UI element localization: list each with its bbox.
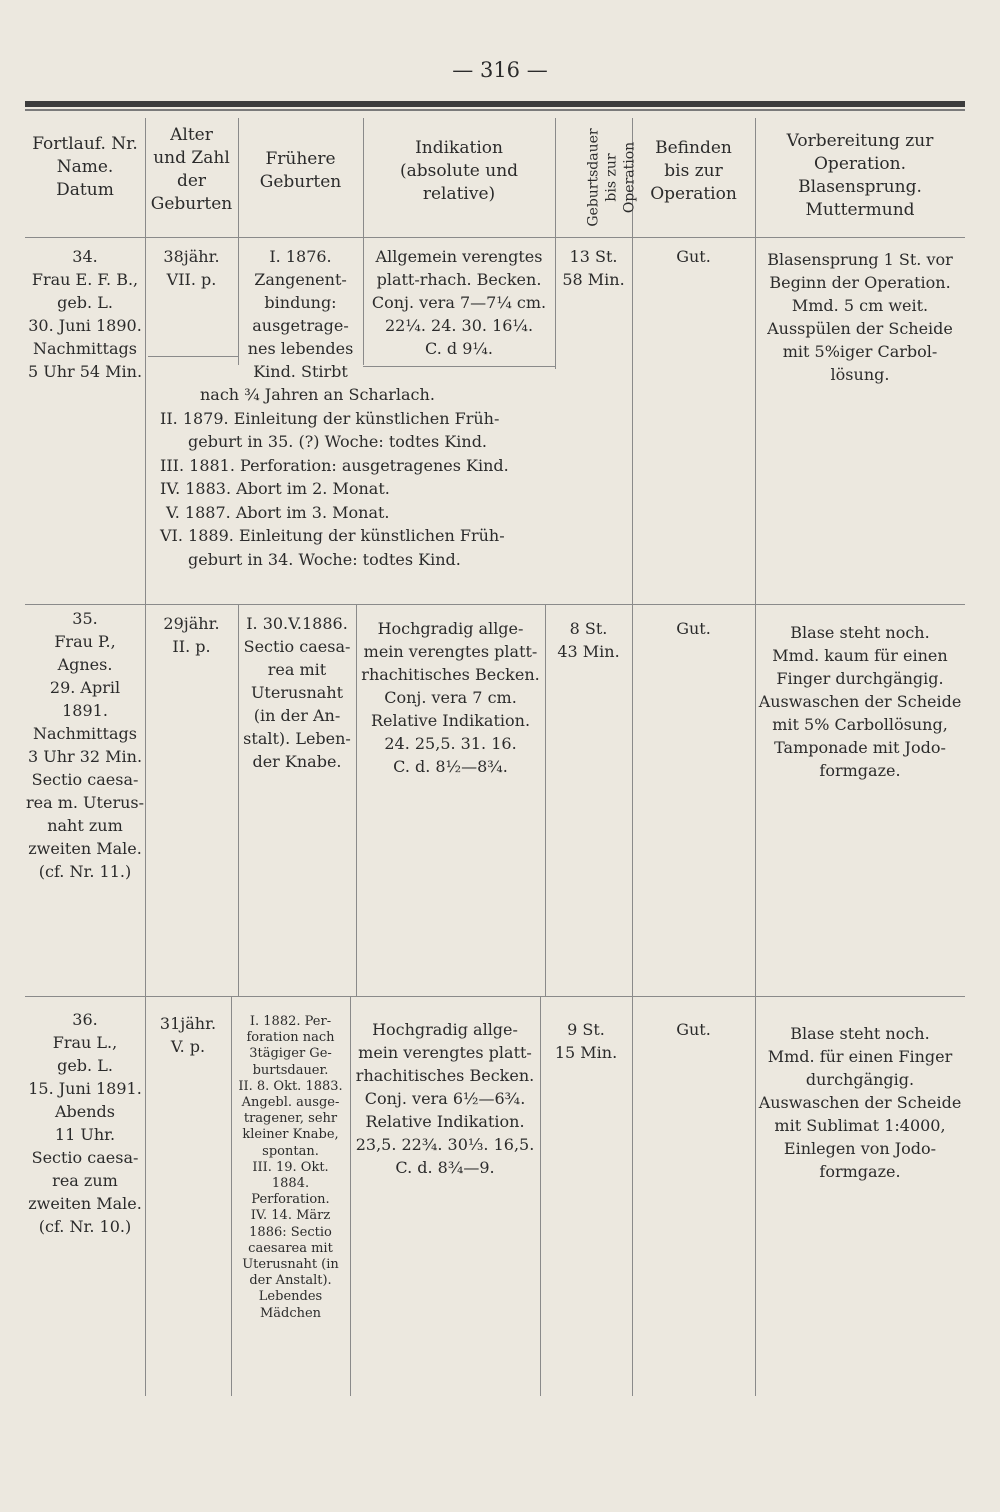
text-line: Lebendes <box>258 1289 323 1305</box>
text-line: II. p. <box>172 637 211 656</box>
row35-alter <box>145 612 238 658</box>
header-text: relative) <box>422 184 496 204</box>
text-line: geb. L. <box>57 293 113 312</box>
text-line: 23,5. 22¾. 30⅓. 16,5. <box>355 1135 535 1154</box>
text-line: Sectio caesa- <box>31 770 139 789</box>
text-line: II. 8. Okt. 1883. <box>238 1078 343 1094</box>
text-line: Abends <box>54 1102 116 1121</box>
col-divider <box>632 237 633 609</box>
text-line: Auswaschen der Scheide <box>758 1093 962 1112</box>
header-text: Frühere <box>265 149 336 169</box>
text-line: Kind. Stirbt <box>253 362 348 381</box>
text-line: Sectio caesa- <box>243 637 351 656</box>
text-line: (in der An- <box>253 706 341 725</box>
text-line: 22¼. 24. 30. 16¼. <box>384 316 534 335</box>
header-text: und Zahl <box>153 148 230 168</box>
row34-alter <box>145 245 238 291</box>
header-col-vorbereitung <box>755 130 965 222</box>
text-line: Finger durchgängig. <box>776 669 944 688</box>
text-line: III. 19. Okt. <box>252 1159 329 1175</box>
text-line: Relative Indikation. <box>365 1112 525 1131</box>
row35-nr-name-datum <box>25 607 145 883</box>
header-text: Operation <box>650 184 737 204</box>
text-line: 15 Min. <box>554 1043 618 1062</box>
text-line: mit 5% Carbollösung, <box>772 715 948 734</box>
text-line: Gut. <box>676 619 711 638</box>
text-line: 3tägiger Ge- <box>249 1046 332 1062</box>
text-line: Blasensprung 1 St. vor <box>767 250 953 269</box>
text-line: burtsdauer. <box>252 1062 329 1078</box>
text-line: 58 Min. <box>562 270 625 289</box>
text-line: V. 1887. Abort im 3. Monat. <box>166 502 390 522</box>
text-line: stalt). Leben- <box>243 729 351 748</box>
text-line: Gut. <box>676 247 711 266</box>
text-line: Allgemein verengtes <box>375 247 543 266</box>
header-col-nr <box>25 133 145 202</box>
text-line: zweiten Male. <box>28 839 142 858</box>
text-line: Sectio caesa- <box>31 1148 139 1167</box>
row35-befinden <box>632 617 755 640</box>
header-col-dauer <box>555 118 638 237</box>
text-line: V. p. <box>170 1037 206 1056</box>
header-text-vertical: Operation <box>621 141 638 214</box>
header-text: bis zur <box>664 161 723 181</box>
row36-alter <box>145 1012 231 1058</box>
row35-vorbereitung <box>755 621 965 782</box>
text-line: der Anstalt). <box>249 1273 332 1289</box>
header-text: Name. <box>56 157 114 177</box>
text-line: I. 1876. <box>269 247 332 266</box>
header-bottom-rule <box>25 237 965 238</box>
header-text-vertical: bis zur <box>603 153 620 202</box>
text-line: C. d. 8¾—9. <box>395 1158 495 1177</box>
header-text-vertical: Geburtsdauer <box>585 128 602 227</box>
text-line: Zangenent- <box>254 270 347 289</box>
text-line: geb. L. <box>57 1056 113 1075</box>
header-text: der <box>176 171 207 191</box>
text-line: der Knabe. <box>252 752 342 771</box>
text-line: (cf. Nr. 10.) <box>38 1217 132 1236</box>
text-line: lösung. <box>830 365 890 384</box>
text-line: VII. p. <box>166 270 217 289</box>
col-divider <box>632 996 633 1396</box>
text-line: Perforation. <box>251 1192 330 1208</box>
text-line: 15. Juni 1891. <box>28 1079 142 1098</box>
text-line: Auswaschen der Scheide <box>758 692 962 711</box>
text-line: platt-rhach. Becken. <box>376 270 542 289</box>
row36-nr-name-datum <box>25 1008 145 1238</box>
text-line: 8 St. <box>569 619 608 638</box>
text-line: Tamponade mit Jodo- <box>774 738 946 757</box>
text-line: 5 Uhr 54 Min. <box>27 362 143 381</box>
text-line: 31jähr. <box>159 1014 217 1033</box>
row35-fruehere <box>238 612 356 773</box>
text-line: caesarea mit <box>248 1240 333 1256</box>
text-line: C. d. 8½—8¾. <box>393 757 508 776</box>
text-line: Frau E. F. B., <box>31 270 139 289</box>
text-line: bindung: <box>264 293 337 312</box>
text-line: Blase steht noch. <box>790 1024 930 1043</box>
text-line: Angebl. ausge- <box>241 1095 340 1111</box>
text-line: 9 St. <box>567 1020 605 1039</box>
header-text: Befinden <box>655 138 732 158</box>
header-rule-thick <box>25 101 965 107</box>
text-line: rea m. Uterus- <box>25 793 145 812</box>
row-rule <box>25 996 965 997</box>
text-line: rhachitisches Becken. <box>361 665 540 684</box>
text-line: 35. <box>72 609 98 628</box>
cell-rule <box>363 366 555 367</box>
text-line: Agnes. <box>57 655 113 674</box>
row34-fruehere <box>238 245 363 383</box>
header-text: Operation. <box>814 154 906 174</box>
header-text: Alter <box>170 125 213 145</box>
text-line: 30. Juni 1890. <box>28 316 142 335</box>
text-line: formgaze. <box>819 761 901 780</box>
text-line: Conj. vera 7 cm. <box>384 688 517 707</box>
text-line: rea mit <box>267 660 327 679</box>
text-line: Uterusnaht <box>250 683 344 702</box>
row35-dauer <box>545 617 632 663</box>
text-line: 1884. <box>271 1176 310 1192</box>
text-line: C. d 9¼. <box>425 339 493 358</box>
text-line: foration nach <box>246 1030 335 1046</box>
text-line: Ausspülen der Scheide <box>767 319 953 338</box>
text-line: 1886: Sectio <box>249 1224 332 1240</box>
text-line: 11 Uhr. <box>54 1125 116 1144</box>
text-line: geburt in 34. Woche: todtes Kind. <box>188 549 461 569</box>
text-line: 38jähr. <box>163 247 220 266</box>
row-rule <box>25 604 965 605</box>
row34-nr-name-datum <box>25 245 145 383</box>
text-line: III. 1881. Perforation: ausgetragenes Kind. <box>160 455 509 475</box>
header-col-alter <box>145 124 238 216</box>
text-line: geburt in 35. (?) Woche: todtes Kind. <box>188 432 488 451</box>
text-line: 34. <box>72 247 98 266</box>
header-text: Muttermund <box>805 200 915 220</box>
text-line: tragener, sehr <box>243 1111 338 1127</box>
text-line: kleiner Knabe, <box>242 1127 339 1143</box>
text-line: 24. 25,5. 31. 16. <box>384 734 517 753</box>
text-line: Einlegen von Jodo- <box>783 1139 937 1158</box>
text-line: (cf. Nr. 11.) <box>38 862 132 881</box>
header-text: Blasensprung. <box>798 177 922 197</box>
page-number: — 316 — <box>452 58 548 82</box>
text-line: Nachmittags <box>33 724 137 743</box>
col-divider <box>145 604 146 996</box>
header-text: (absolute und <box>399 161 519 181</box>
header-text: Geburten <box>150 194 233 214</box>
header-text: Fortlauf. Nr. <box>32 134 138 154</box>
text-line: Conj. vera 7—7¼ cm. <box>371 293 547 312</box>
row36-befinden <box>632 1018 755 1041</box>
row34-dauer <box>555 245 632 291</box>
text-line: mit Sublimat 1:4000, <box>774 1116 946 1135</box>
text-line: I. 30.V.1886. <box>246 614 348 633</box>
text-line: formgaze. <box>819 1162 901 1181</box>
header-text: Vorbereitung zur <box>786 131 934 151</box>
text-line: Frau L., <box>52 1033 118 1052</box>
text-line: II. 1879. Einleitung der künstlichen Früh- <box>160 408 500 428</box>
text-line: Nachmittags <box>33 339 137 358</box>
text-line: durchgängig. <box>805 1070 915 1089</box>
row34-vorbereitung <box>755 248 965 386</box>
header-col-indikation <box>363 137 555 206</box>
text-line: Mmd. kaum für einen <box>772 646 948 665</box>
col-divider <box>145 237 146 609</box>
text-line: rhachitisches Becken. <box>355 1066 535 1085</box>
row36-indikation <box>350 1018 540 1179</box>
text-line: 36. <box>72 1010 98 1029</box>
text-line: 1891. <box>62 701 108 720</box>
text-line: rea zum <box>52 1171 118 1190</box>
text-line: Frau P., <box>54 632 116 651</box>
text-line: mein verengtes platt- <box>358 1043 532 1062</box>
row34-befinden <box>632 245 755 268</box>
cell-rule <box>148 356 238 357</box>
text-line: 29. April <box>49 678 121 697</box>
text-line: I. 1882. Per- <box>249 1014 332 1029</box>
text-line: Beginn der Operation. <box>769 273 951 292</box>
row36-vorbereitung <box>755 1022 965 1183</box>
header-col-befinden <box>632 137 755 206</box>
text-line: Hochgradig allge- <box>377 619 524 638</box>
text-line: nes lebendes <box>247 339 354 358</box>
header-text: Indikation <box>415 138 503 158</box>
header-text: Datum <box>56 180 114 200</box>
text-line: Gut. <box>676 1020 711 1039</box>
text-line: zweiten Male. <box>28 1194 142 1213</box>
text-line: Hochgradig allge- <box>372 1020 518 1039</box>
row34-indikation <box>363 245 555 360</box>
text-line: 3 Uhr 32 Min. <box>27 747 143 766</box>
text-line: Uterusnaht (in <box>242 1257 339 1273</box>
text-line: IV. 14. März <box>250 1208 331 1224</box>
header-col-fruehere <box>238 148 363 194</box>
text-line: 29jähr. <box>163 614 220 633</box>
text-line: mein verengtes platt- <box>363 642 538 661</box>
text-line: ausgetrage- <box>252 316 349 335</box>
text-line: Blase steht noch. <box>790 623 930 642</box>
row35-indikation <box>356 617 545 778</box>
text-line: 13 St. <box>569 247 618 266</box>
text-line: Mmd. für einen Finger <box>767 1047 953 1066</box>
text-line: spontan. <box>262 1143 319 1159</box>
row36-dauer <box>540 1018 632 1064</box>
text-line: Mädchen <box>259 1305 322 1321</box>
text-line: Relative Indikation. <box>370 711 531 730</box>
row34-fruehere-continued <box>160 383 509 571</box>
text-line: Mmd. 5 cm weit. <box>791 296 929 315</box>
text-line: mit 5%iger Carbol- <box>782 342 938 361</box>
text-line: IV. 1883. Abort im 2. Monat. <box>160 479 390 498</box>
text-line: nach ¾ Jahren an Scharlach. <box>200 385 435 404</box>
text-line: 43 Min. <box>557 642 620 661</box>
row36-fruehere <box>231 1014 350 1322</box>
col-divider <box>632 604 633 996</box>
text-line: Conj. vera 6½—6¾. <box>364 1089 526 1108</box>
header-rule-thin <box>25 109 965 111</box>
text-line: naht zum <box>47 816 123 835</box>
header-text: Geburten <box>259 172 342 192</box>
text-line: VI. 1889. Einleitung der künstlichen Früh- <box>160 526 505 545</box>
